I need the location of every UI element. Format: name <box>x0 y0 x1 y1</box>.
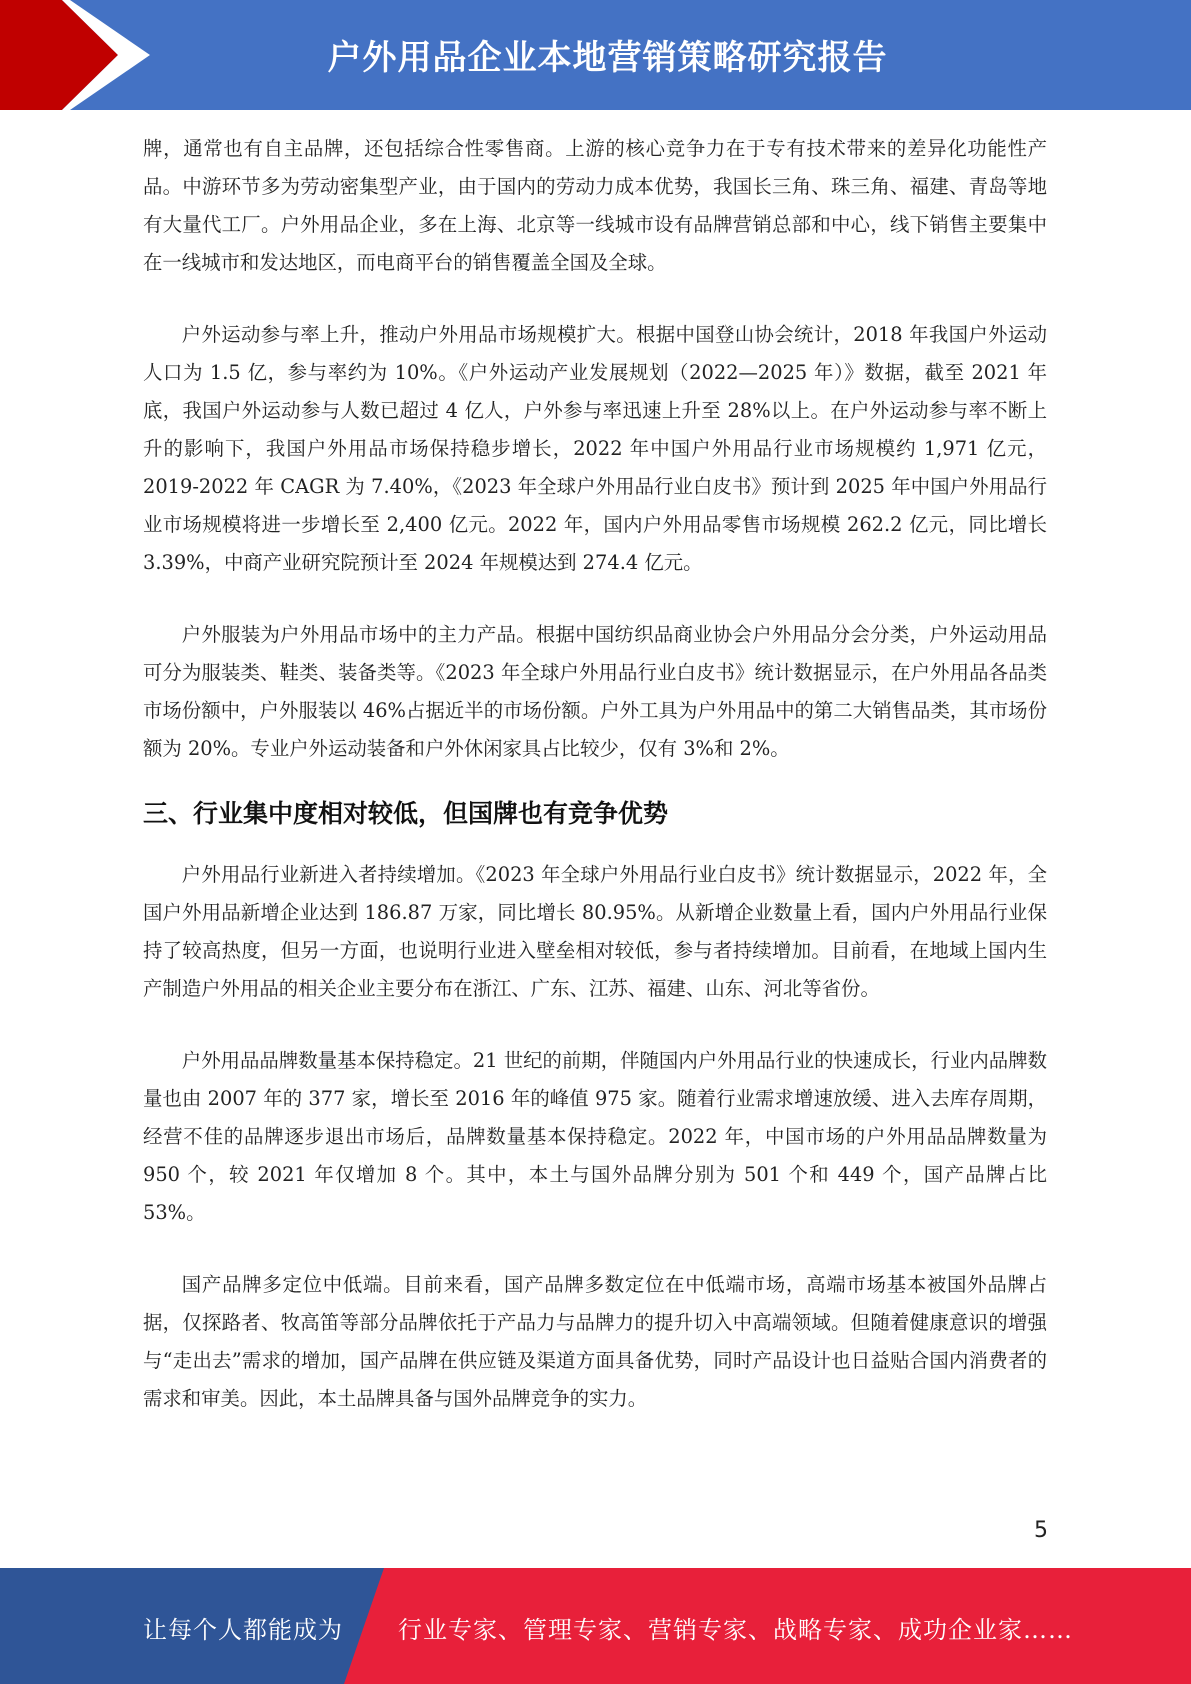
page-footer <box>0 1568 1191 1684</box>
body-paragraph: 户外运动参与率上升，推动户外用品市场规模扩大。根据中国登山协会统计，2018 年我国户外运动人口为 1.5 亿，参与率约为 10%。《户外运动产业发展规划（2022—2025 年）》数据，截至 2021 年底，我国户外运动参与人数已超过 4 亿人，户外参与率迅速上升至 28%以上。在户外运动参与率不断上升的影响下，我国户外用品市场保持稳步增长，2022 年中国户外用品行业市场规模约 1,971 亿元，2019-2022 年 CAGR 为 7.40%，《2023 年全球户外用品行业白皮书》预计到 2025 年中国户外用品行业市场规模将进一步增长至 2,400 亿元。2022 年，国内户外用品零售市场规模 262.2 亿元，同比增长 3.39%，中商产业研究院预计至 2024 年规模达到 274.4 亿元。 <box>143 323 1047 574</box>
section-heading: 三、行业集中度相对较低，但国牌也有竞争优势 <box>143 799 669 828</box>
body-paragraph: 牌，通常也有自主品牌，还包括综合性零售商。上游的核心竞争力在于专有技术带来的差异化功能性产品。中游环节多为劳动密集型产业，由于国内的劳动力成本优势，我国长三角、珠三角、福建、青岛等地有大量代工厂。户外用品企业，多在上海、北京等一线城市设有品牌营销总部和中心，线下销售主要集中在一线城市和发达地区，而电商平台的销售覆盖全国及全球。 <box>143 137 1047 274</box>
footer-slogan-left: 让每个人都能成为 <box>143 1616 343 1644</box>
body-paragraph: 国产品牌多定位中低端。目前来看，国产品牌多数定位在中低端市场，高端市场基本被国外品牌占据，仅探路者、牧高笛等部分品牌依托于产品力与品牌力的提升切入中高端领域。但随着健康意识的增强与“走出去”需求的增加，国产品牌在供应链及渠道方面具备优势，同时产品设计也日益贴合国内消费者的需求和审美。因此，本土品牌具备与国外品牌竞争的实力。 <box>143 1273 1047 1410</box>
footer-slogan-right: 行业专家、管理专家、营销专家、战略专家、成功企业家…… <box>398 1616 1073 1644</box>
body-paragraph: 户外用品行业新进入者持续增加。《2023 年全球户外用品行业白皮书》统计数据显示，2022 年，全国户外用品新增企业达到 186.87 万家，同比增长 80.95%。从新增企业数量上看，国内户外用品行业保持了较高热度，但另一方面，也说明行业进入壁垒相对较低，参与者持续增加。目前看，在地域上国内生产制造户外用品的相关企业主要分布在浙江、广东、江苏、福建、山东、河北等省份。 <box>143 863 1047 1000</box>
page-number: 5 <box>1034 1518 1048 1543</box>
report-title: 户外用品企业本地营销策略研究报告 <box>327 38 888 78</box>
body-paragraph: 户外用品品牌数量基本保持稳定。21 世纪的前期，伴随国内户外用品行业的快速成长，行业内品牌数量也由 2007 年的 377 家，增长至 2016 年的峰值 975 家。随着行业需求增速放缓、进入去库存周期，经营不佳的品牌逐步退出市场后，品牌数量基本保持稳定。2022 年，中国市场的户外用品品牌数量为 950 个，较 2021 年仅增加 8 个。其中，本土与国外品牌分别为 501 个和 449 个，国产品牌占比 53%。 <box>143 1049 1047 1224</box>
body-paragraph: 户外服装为户外用品市场中的主力产品。根据中国纺织品商业协会户外用品分会分类，户外运动用品可分为服装类、鞋类、装备类等。《2023 年全球户外用品行业白皮书》统计数据显示，在户外用品各品类市场份额中，户外服装以 46%占据近半的市场份额。户外工具为户外用品中的第二大销售品类，其市场份额为 20%。专业户外运动装备和户外休闲家具占比较少，仅有 3%和 2%。 <box>143 623 1047 760</box>
page-body <box>143 130 1047 1418</box>
page-header <box>0 0 1191 110</box>
